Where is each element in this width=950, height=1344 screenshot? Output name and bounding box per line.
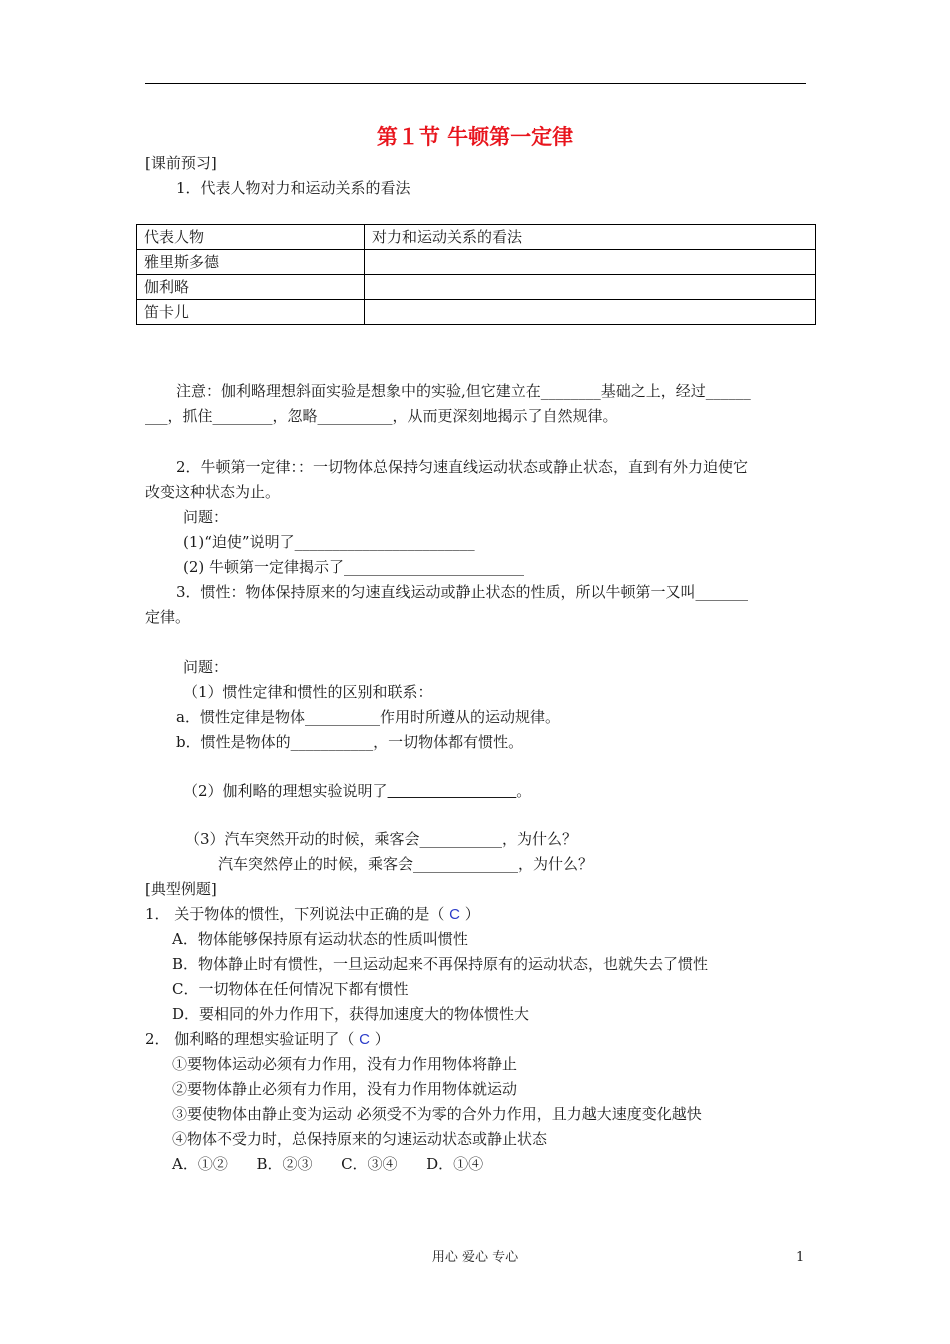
table-row — [137, 275, 816, 300]
example-2-stem-close: ） — [369, 1030, 390, 1048]
header-rule — [145, 83, 806, 84]
example-1-option-d: D．要相同的外力作用下，获得加速度大的物体惯性大 — [172, 1005, 530, 1023]
table-header-cell: 对力和运动关系的看法 — [365, 225, 816, 250]
example-2-statement-2: ②要物体静止必须有力作用，没有力作用物体就运动 — [172, 1080, 518, 1098]
question-2-sub-2: (2) 牛顿第一定律揭示了________________________ — [183, 558, 525, 576]
example-2-stem — [145, 1029, 390, 1050]
table-header-cell: 代表人物 — [137, 225, 365, 250]
question-2-line-2: 改变这种状态为止。 — [145, 483, 281, 501]
page-footer: 用心 爱心 专心 — [431, 1250, 519, 1265]
question-3-sub-2-blank — [388, 782, 517, 800]
table-cell — [365, 300, 816, 325]
question-2-label: 问题： — [183, 508, 229, 526]
page-number: 1 — [796, 1250, 805, 1265]
question-3-sub-3-line-2: 汽车突然停止的时候，乘客会______________，为什么？ — [218, 855, 594, 873]
table-header-row — [137, 225, 816, 250]
example-2-stem-text: 2． 伽利略的理想实验证明了（ — [145, 1030, 360, 1048]
example-2-statement-3: ③要使物体由静止变为运动 必须受不为零的合外力作用，且力越大速度变化越快 — [172, 1105, 702, 1123]
note-line-2: ___，抓住________，忽略__________，从而更深刻地揭示了自然规律。 — [145, 407, 618, 425]
question-3-label: 问题： — [183, 658, 229, 676]
question-3-sub-1a: a．惯性定律是物体__________作用时所遵从的运动规律。 — [176, 708, 560, 726]
table-row — [137, 300, 816, 325]
question-2-line-1: 2．牛顿第一定律：：一切物体总保持匀速直线运动状态或静止状态，直到有外力迫使它 — [176, 458, 749, 476]
example-2-statement-1: ①要物体运动必须有力作用，没有力作用物体将静止 — [172, 1055, 518, 1073]
page-title: 第１节 牛顿第一定律 — [376, 125, 574, 149]
example-1-answer: C — [449, 906, 460, 923]
note-line-1: 注意：伽利略理想斜面实验是想象中的实验,但它建立在________基础之上，经过______ — [176, 382, 751, 400]
example-1-stem — [145, 904, 480, 925]
table-row — [137, 250, 816, 275]
table-cell: 雅里斯多德 — [137, 250, 365, 275]
question-1: 1．代表人物对力和运动关系的看法 — [176, 179, 411, 197]
question-3-sub-1: （1）惯性定律和惯性的区别和联系： — [183, 683, 433, 701]
question-3-sub-2-text: （2）伽利略的理想实验说明了 — [183, 782, 388, 800]
example-1-stem-close: ） — [459, 905, 480, 923]
example-1-option-a: A．物体能够保持原有运动状态的性质叫惯性 — [172, 930, 468, 948]
question-3-sub-1b: b．惯性是物体的___________，一切物体都有惯性。 — [176, 733, 524, 751]
example-1-option-b: B．物体静止时有惯性，一旦运动起来不再保持原有的运动状态，也就失去了惯性 — [172, 955, 709, 973]
table-cell — [365, 250, 816, 275]
table-cell: 伽利略 — [137, 275, 365, 300]
question-3-line-1: 3．惯性：物体保持原来的匀速直线运动或静止状态的性质，所以牛顿第一又叫_______ — [176, 583, 749, 601]
examples-header: [典型例题] — [145, 880, 217, 898]
question-3-sub-2-end: 。 — [516, 782, 532, 800]
question-2-sub-1: (1)“迫使”说明了________________________ — [183, 533, 475, 551]
example-1-option-c: C．一切物体在任何情况下都有惯性 — [172, 980, 409, 998]
table-cell: 笛卡儿 — [137, 300, 365, 325]
example-2-choices: A．①② B．②③ C．③④ D．①④ — [172, 1155, 484, 1173]
views-table — [136, 224, 816, 325]
preview-header: [课前预习] — [145, 154, 217, 172]
question-3-sub-2 — [183, 781, 531, 801]
question-3-sub-3-line-1: （3）汽车突然开动的时候，乘客会___________，为什么？ — [185, 830, 578, 848]
example-2-statement-4: ④物体不受力时，总保持原来的匀速运动状态或静止状态 — [172, 1130, 548, 1148]
example-1-stem-text: 1． 关于物体的惯性，下列说法中正确的是（ — [145, 905, 450, 923]
table-cell — [365, 275, 816, 300]
question-3-line-2: 定律。 — [145, 608, 191, 626]
example-2-answer: C — [359, 1031, 370, 1048]
